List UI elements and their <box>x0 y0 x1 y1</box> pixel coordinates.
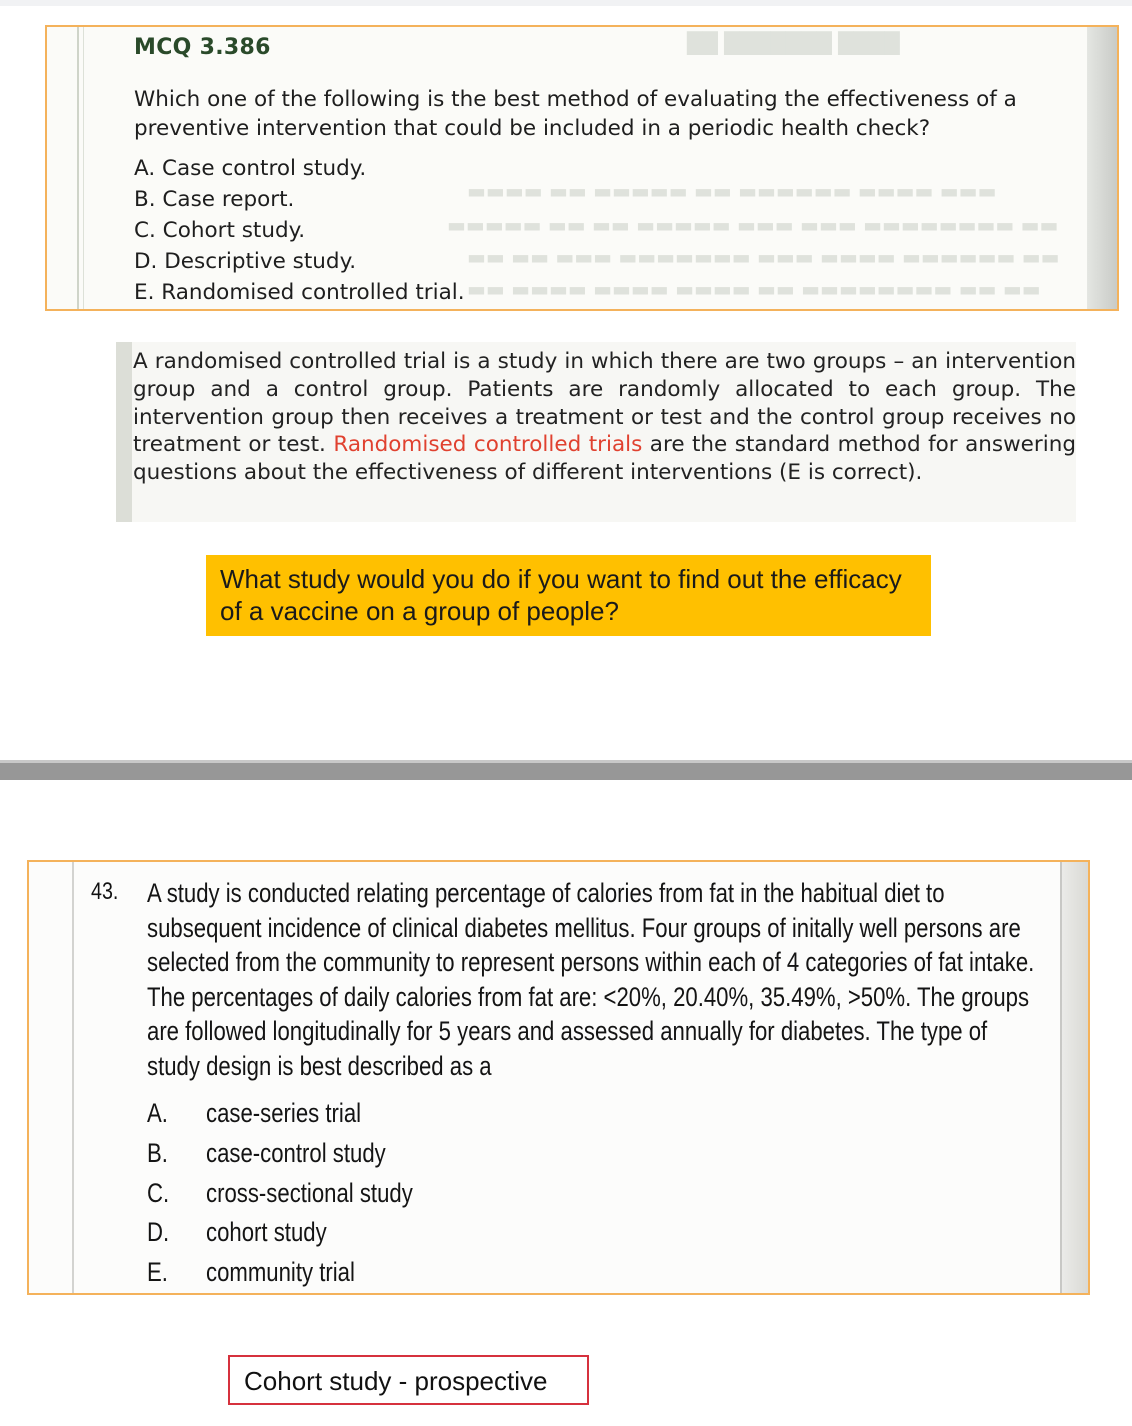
option-text: case-control study <box>206 1137 386 1168</box>
question-43-options <box>147 1094 471 1293</box>
page-spine-line-inner <box>83 27 84 309</box>
page-edge-shadow <box>1062 862 1088 1293</box>
bleed-through-texture: ▬▬ ▬▬ ▬▬▬▬▬▬▬▬ ▬▬ ▬▬▬▬ ▬▬▬▬ ▬▬▬▬ ▬▬ <box>467 277 1041 301</box>
bleed-through-texture: ▬▬ ▬▬▬▬▬▬ ▬▬▬▬ ▬▬▬ ▬▬▬▬▬▬▬ ▬▬▬ ▬▬ ▬▬ <box>467 245 1060 269</box>
question-43-option <box>147 1134 413 1174</box>
mcq-title: MCQ 3.386 <box>134 35 271 60</box>
slide-divider <box>0 763 1132 780</box>
option-text: case-series trial <box>206 1098 362 1128</box>
question-number: 43. <box>91 878 119 905</box>
option-text: community trial <box>206 1257 355 1288</box>
mcq-question-text: Which one of the following is the best method of evaluating the effectiveness of a preventive intervention that could be included in a periodic health check? <box>134 87 1017 141</box>
option-letter: C. <box>147 1177 170 1208</box>
option-text: cross-sectional study <box>206 1177 413 1208</box>
vaccine-question-callout: What study would you do if you want to find out the efficacy of a vaccine on a group of people? <box>206 555 931 636</box>
explanation-highlight: Randomised controlled trials <box>333 432 643 458</box>
page-spine-line <box>77 27 79 309</box>
bleed-through-texture: ▬▬▬ ▬▬▬▬ ▬▬▬▬▬▬ ▬▬ ▬▬▬▬▬ ▬▬ ▬▬▬▬ <box>467 179 997 203</box>
explanation-part-1: A randomised controlled trial is a study in which there are two groups – an intervention group and a control group. Patients are randomly allocated to each group. The intervention group then receives a treatment or test and the control group receives no treatment or test. <box>133 349 1076 458</box>
mcq-options-list <box>134 153 465 308</box>
question-43-text: A study is conducted relating percentage of calories from fat in the habitual diet to subsequent incidence of clinical diabetes mellitus. Four groups of initally well persons are selected from the community to represent persons within each of 4 categories of fat intake. The percentages of daily calories from fat are: <20%, 20.40%, 35.49%, >50%. The groups are followed longitudinally for 5 years and assessed annually for diabetes. The type of study design is best described as a <box>147 878 1035 1081</box>
top-edge <box>0 0 1132 6</box>
question-43-option <box>147 1213 413 1253</box>
mcq-option-b: B. Case report. <box>134 187 295 212</box>
option-text: cohort study <box>206 1217 327 1248</box>
mcq-scan-panel <box>45 25 1119 311</box>
question-43-option <box>147 1094 413 1134</box>
option-letter: A. <box>147 1098 168 1128</box>
explanation-part-2: are the standard method for answering questions about the effectiveness of different interventions (E is correct). <box>133 432 1076 486</box>
mcq-option-d: D. Descriptive study. <box>134 249 357 274</box>
option-letter: E. <box>147 1257 168 1288</box>
page-spine-line <box>72 862 74 1293</box>
answer-label: Cohort study - prospective <box>228 1355 589 1405</box>
question-43-scan-panel <box>27 860 1090 1295</box>
question-43-option <box>147 1253 413 1293</box>
bleed-through-texture: ████ ███████ ██ <box>687 31 900 55</box>
mcq-option-a: A. Case control study. <box>134 156 367 181</box>
option-letter: D. <box>147 1217 170 1248</box>
mcq-option-c: C. Cohort study. <box>134 218 306 243</box>
explanation-scan-panel <box>116 342 1076 522</box>
explanation-text <box>133 348 1076 487</box>
mcq-option-e: E. Randomised controlled trial. <box>134 280 465 305</box>
question-43-option <box>147 1174 413 1214</box>
page-spine-line <box>116 342 132 522</box>
option-letter: B. <box>147 1137 168 1168</box>
bleed-through-texture: ▬▬ ▬▬▬▬▬▬▬▬ ▬▬▬ ▬▬▬ ▬▬▬▬▬ ▬▬ ▬▬ ▬▬▬▬▬ <box>447 213 1059 237</box>
page-edge-shadow <box>1087 27 1117 309</box>
